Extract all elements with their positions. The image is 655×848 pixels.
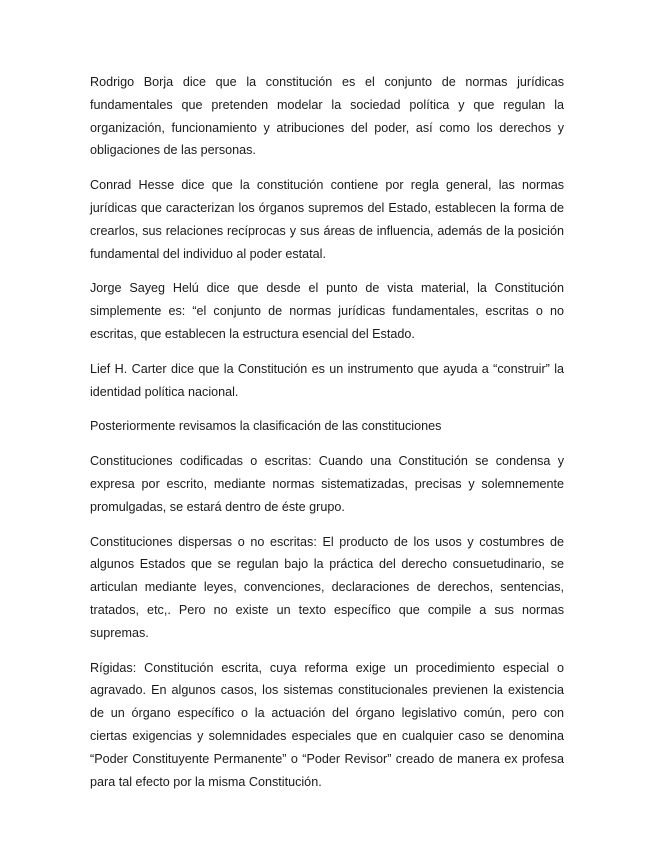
- paragraph-clasificacion-intro: Posteriormente revisamos la clasificación de las constituciones: [90, 419, 442, 434]
- paragraph-carter: Lief H. Carter dice que la Constitución es un instrumento que ayuda a “construir” la identidad política nacional.: [90, 361, 564, 399]
- paragraph-codificadas: Constituciones codificadas o escritas: Cuando una Constitución se condensa y expresa por escrito, mediante normas sistematizadas, precisas y solemnemente promulgadas, se estará dentro de éste grupo.: [90, 454, 564, 514]
- paragraph-hesse: Conrad Hesse dice que la constitución contiene por regla general, las normas jurídicas que caracterizan los órganos supremos del Estado, establecen la forma de crearlos, sus relaciones recíprocas y sus áreas de influencia, además de la posición fundamental del individuo al poder estatal.: [90, 178, 564, 261]
- document-body: [90, 71, 564, 805]
- paragraph-rigidas: Rígidas: Constitución escrita, cuya reforma exige un procedimiento especial o agravado. En algunos casos, los sistemas constitucionales previenen la existencia de un órgano específico o la actuación del órgano legislativo común, pero con ciertas exigencias y solemnidades especiales que en cualquier caso se denomina “Poder Constituyente Permanente” o “Poder Revisor” creado de manera ex profesa para tal efecto por la misma Constitución.: [90, 660, 564, 789]
- paragraph-borja: Rodrigo Borja dice que la constitución es el conjunto de normas jurídicas fundamentales que pretenden modelar la sociedad política y que regulan la organización, funcionamiento y atribuciones del poder, así como los derechos y obligaciones de las personas.: [90, 75, 564, 158]
- paragraph-sayeg-helu: Jorge Sayeg Helú dice que desde el punto de vista material, la Constitución simplemente es: “el conjunto de normas jurídicas fundamentales, escritas o no escritas, que establecen la estructura esencial del Estado.: [90, 281, 564, 341]
- paragraph-dispersas: Constituciones dispersas o no escritas: El producto de los usos y costumbres de algunos Estados que se regulan bajo la práctica del derecho consuetudinario, se articulan mediante leyes, convenciones, declaraciones de derechos, sentencias, tratados, etc,. Pero no existe un texto específico que compile a sus normas supremas.: [90, 534, 564, 640]
